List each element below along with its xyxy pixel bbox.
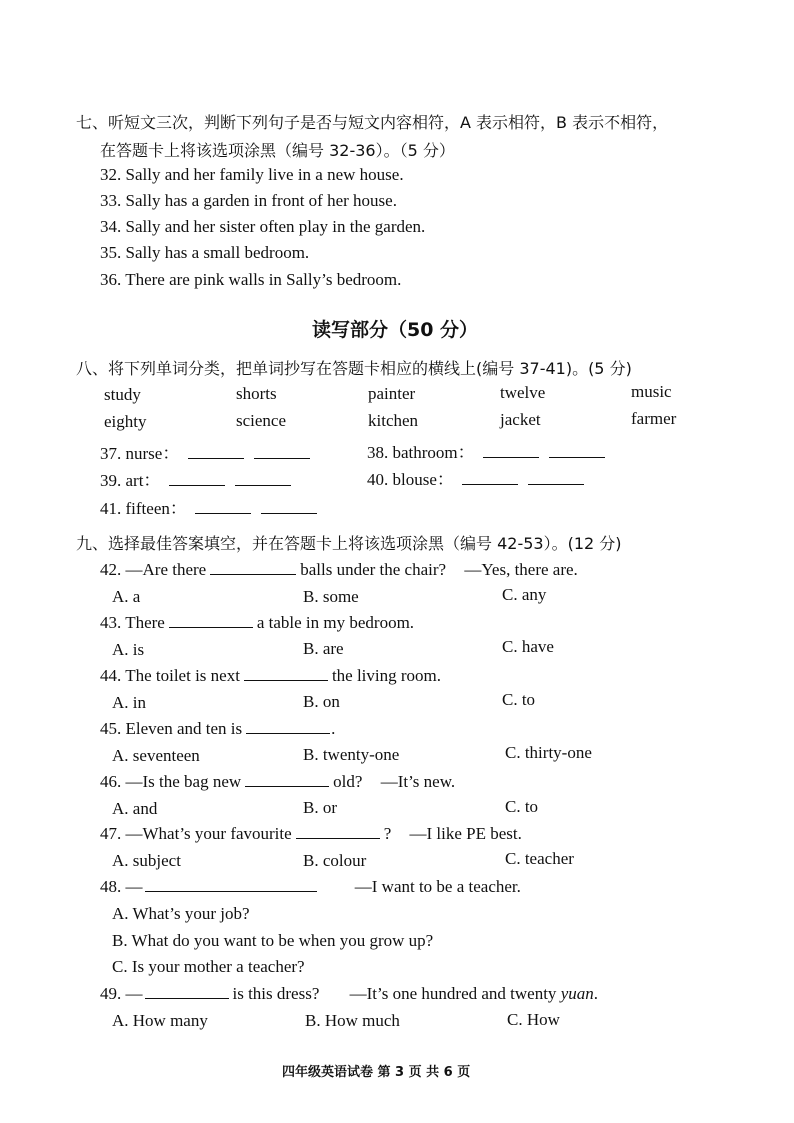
question-stem-end: a table in my bedroom.: [256, 613, 415, 632]
question-stem: —Are there: [125, 560, 207, 579]
question-49: [100, 984, 598, 1004]
answer-blank: [244, 666, 328, 681]
question-stem-end: balls under the chair?: [300, 560, 447, 579]
question-dash: —: [125, 877, 143, 896]
page-footer: 四年级英语试卷 第 3 页 共 6 页: [282, 1065, 471, 1080]
question-45: [100, 719, 335, 739]
question-number: 44.: [100, 666, 122, 685]
option-b: B. or: [303, 798, 337, 817]
option-b: B. are: [303, 639, 344, 658]
answer-blank: [528, 470, 584, 485]
option-b: B. twenty-one: [303, 745, 400, 764]
statement-33: 33. Sally has a garden in front of her house.: [100, 191, 397, 210]
option-a: A. seventeen: [112, 746, 200, 765]
option-a: A. subject: [112, 851, 181, 870]
statement-32: 32. Sally and her family live in a new house.: [100, 165, 404, 184]
question-label: 39. art：: [100, 471, 161, 490]
question-label: 41. fifteen：: [100, 499, 187, 518]
word: jacket: [500, 410, 541, 429]
question-label: 38. bathroom：: [367, 443, 475, 462]
word: science: [236, 411, 287, 430]
question-stem-end: .: [331, 719, 336, 738]
option-a: A. and: [112, 799, 158, 818]
answer-blank: [169, 471, 225, 486]
answer-blank: [235, 471, 291, 486]
question-label: 40. blouse：: [367, 470, 454, 489]
question-number: 45.: [100, 719, 122, 738]
option-c: C. have: [502, 637, 554, 656]
answer-blank: [246, 719, 330, 734]
answer-blank: [245, 772, 329, 787]
question-47: [100, 824, 522, 844]
question-43: [100, 613, 414, 633]
statement-34: 34. Sally and her sister often play in the garden.: [100, 217, 426, 236]
word: twelve: [500, 383, 546, 402]
option-b: B. some: [303, 587, 359, 606]
answer-blank: [483, 443, 539, 458]
reply-italic-text: yuan: [560, 984, 594, 1003]
statement-36: 36. There are pink walls in Sally’s bedroom.: [100, 270, 402, 289]
question-dash: —: [125, 984, 143, 1003]
question-46: [100, 772, 455, 792]
question-44: [100, 666, 441, 686]
question-stem: There: [125, 613, 165, 632]
word: shorts: [236, 384, 277, 403]
option-a: A. How many: [112, 1011, 208, 1030]
option-c: C. to: [505, 797, 539, 816]
answer-blank: [549, 443, 605, 458]
question-reply: [350, 984, 598, 1003]
question-number: 46.: [100, 772, 122, 791]
statement-35: 35. Sally has a small bedroom.: [100, 243, 310, 262]
answer-blank: [261, 499, 317, 514]
question-37: [100, 439, 310, 464]
question-reply: —I want to be a teacher.: [354, 877, 521, 896]
word: eighty: [104, 412, 147, 431]
question-40: [367, 465, 584, 490]
option-c: C. Is your mother a teacher?: [112, 957, 305, 976]
option-b: B. colour: [303, 851, 367, 870]
word: music: [631, 382, 672, 401]
option-a: A. What’s your job?: [112, 904, 250, 923]
question-stem-end: ?: [383, 824, 392, 843]
word: study: [104, 385, 141, 404]
word: kitchen: [368, 411, 419, 430]
question-label: 37. nurse：: [100, 444, 180, 463]
question-number: 47.: [100, 824, 122, 843]
word: painter: [368, 384, 416, 403]
question-48: [100, 877, 521, 897]
question-stem: 43.: [100, 613, 122, 632]
question-number: 48.: [100, 877, 122, 896]
question-stem: —Is the bag new: [125, 772, 242, 791]
answer-blank: [169, 613, 253, 628]
answer-blank: [296, 824, 380, 839]
question-41: [100, 494, 317, 519]
question-stem: —What’s your favourite: [125, 824, 292, 843]
option-a: A. a: [112, 587, 141, 606]
option-c: C. thirty-one: [505, 743, 592, 762]
option-a: A. in: [112, 693, 146, 712]
reply-end: .: [593, 984, 598, 1003]
option-c: C. any: [502, 585, 547, 604]
section9-heading: 九、选择最佳答案填空，并在答题卡上将该选项涂黑（编号 42-53）。(12 分): [76, 534, 622, 553]
question-42: [100, 560, 578, 580]
answer-blank: [195, 499, 251, 514]
question-39: [100, 466, 291, 491]
question-reply: —Yes, there are.: [464, 560, 578, 579]
section8-heading: 八、将下列单词分类，把单词抄写在答题卡相应的横线上(编号 37-41)。(5 分): [76, 359, 632, 378]
answer-blank: [145, 984, 229, 999]
question-number: 49.: [100, 984, 122, 1003]
question-number: 42.: [100, 560, 122, 579]
word: farmer: [631, 409, 677, 428]
option-c: C. to: [502, 690, 536, 709]
question-stem-end: the living room.: [331, 666, 442, 685]
question-stem: Eleven and ten is: [125, 719, 243, 738]
question-38: [367, 438, 605, 463]
option-c: C. How: [507, 1010, 560, 1029]
section7-heading-line1: 七、听短文三次，判断下列句子是否与短文内容相符，A 表示相符，B 表示不相符，: [76, 113, 669, 132]
answer-blank: [210, 560, 296, 575]
question-reply: —It’s new.: [380, 772, 456, 791]
question-stem-end: old?: [333, 772, 363, 791]
section7-heading-line2: 在答题卡上将该选项涂黑（编号 32-36）。（5 分）: [100, 141, 455, 160]
reply-text: —It’s one hundred and twenty: [349, 984, 561, 1003]
question-stem-end: is this dress?: [232, 984, 320, 1003]
answer-blank: [145, 877, 317, 892]
answer-blank: [462, 470, 518, 485]
option-b: B. How much: [305, 1011, 400, 1030]
option-b: B. What do you want to be when you grow up?: [112, 931, 434, 950]
answer-blank: [188, 444, 244, 459]
option-c: C. teacher: [505, 849, 574, 868]
option-b: B. on: [303, 692, 340, 711]
answer-blank: [254, 444, 310, 459]
question-reply: —I like PE best.: [409, 824, 522, 843]
question-stem: The toilet is next: [125, 666, 240, 685]
option-a: A. is: [112, 640, 145, 659]
part-title: 读写部分（50 分）: [312, 319, 479, 341]
